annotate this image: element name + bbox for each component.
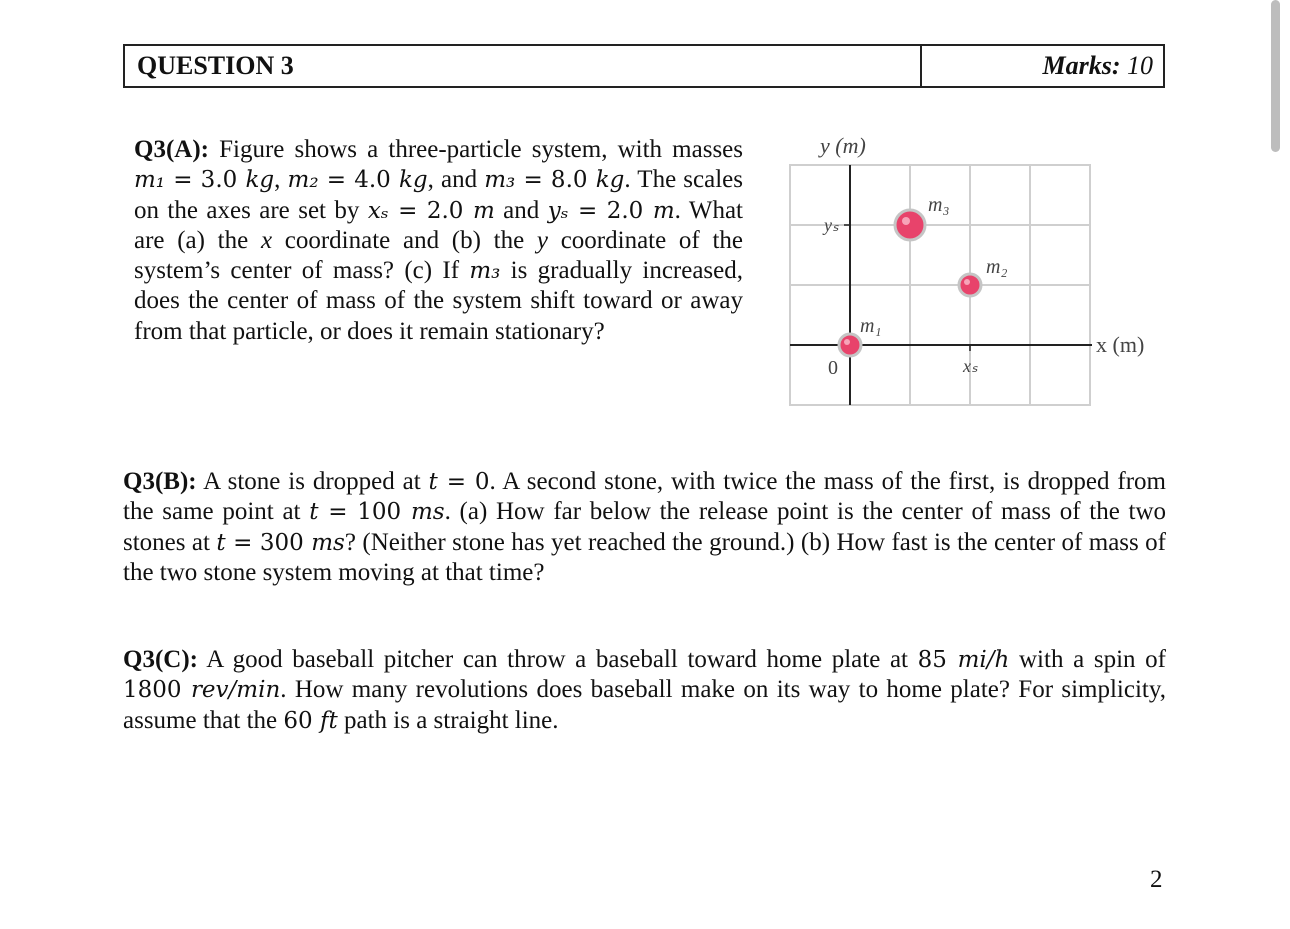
q3b-text: A stone is dropped at [196,468,429,495]
m1-label: m₁ [860,315,882,337]
x-axis-label: x (m) [1096,332,1145,357]
q3c-text: path is a straight line. [337,706,559,734]
math-eq: = 0 [437,469,490,495]
q3b-text: ? (Neither stone has yet reached the ground.) (b) How fast is the center of mass of the two stone system moving at that time? [123,528,1166,586]
math-var: x [260,226,273,254]
math-var: m₃ [484,167,516,194]
math-var: y [536,226,548,254]
q3c-text: A good baseball pitcher can throw a baseball toward home plate at [197,646,918,673]
math-num: 85 [917,647,958,673]
math-unit: m [652,197,675,224]
marks-cell [922,46,1163,86]
question-header [123,44,1165,88]
marks-label: Marks: [1042,51,1121,80]
math-unit: ms [311,529,345,556]
math-unit: m [472,197,495,224]
math-num: 60 [283,707,320,734]
math-var: m₁ [134,167,166,194]
page-number: 2 [1150,866,1163,893]
m3-label: m₃ [928,194,950,216]
scrollbar[interactable] [1271,0,1280,152]
particle-m2 [959,274,981,296]
particle-system-figure [780,125,1170,415]
math-unit: mi/h [957,647,1010,673]
math-unit: kg [245,167,275,194]
question-3b [123,467,1166,588]
particle-m1 [839,334,861,356]
math-eq: = 4.0 [318,167,399,194]
math-eq: = 2.0 [388,197,473,224]
math-unit: kg [595,167,625,194]
question-3c [123,645,1166,736]
math-eq: = 3.0 [165,167,246,194]
q3c-label: Q3(C): [123,646,198,673]
math-eq: = 2.0 [568,197,653,224]
xs-label: xₛ [963,356,978,376]
math-var: m₂ [287,167,319,194]
math-var: t [428,469,438,495]
q3c-text: with a spin of [1009,646,1166,673]
math-unit: ms [410,499,445,526]
math-eq: = 100 [318,499,411,526]
math-var: yₛ [547,197,569,224]
question-title: QUESTION 3 [125,46,922,86]
math-unit: rev/min [190,677,281,704]
q3a-text: , [274,166,288,194]
q3a-label: Q3(A): [134,136,209,163]
q3a-text: Figure shows a three-particle system, with masses [208,136,743,163]
q3c-text: . How many revolutions does baseball make on its way to home plate? For simplicity, assume that the [123,676,1166,734]
question-3a [134,135,743,347]
math-unit: ft [319,707,338,734]
q3b-text: . (a) How far below the release point is the center of mass of the two stones at [123,498,1166,556]
q3a-text: and [494,196,548,224]
q3b-text: . A second stone, with twice the mass of the first, is dropped from the same point at [123,468,1166,526]
y-axis-label: y (m) [820,133,866,158]
q3b-label: Q3(B): [123,468,197,495]
q3a-text: is gradually increased, does the center of mass of the system shift toward or away from that particle, or does it remain stationary? [134,257,744,345]
q3a-text: . The scales on the axes are set by [134,166,743,224]
m2-label: m₂ [986,256,1008,278]
math-eq: = 8.0 [515,167,596,194]
math-var: t [309,499,319,526]
math-var: t [216,529,226,556]
particle-m3 [895,210,925,240]
q3a-text: . What are (a) the [134,196,743,254]
q3a-text: coordinate and (b) the [272,226,537,254]
math-var: m₃ [469,258,501,285]
math-num: 1800 [123,677,191,704]
math-var: xₛ [367,197,389,224]
q3a-text: coordinate of the system’s center of mass? (c) If [134,226,743,285]
marks-value: 10 [1127,51,1153,80]
math-eq: = 300 [225,529,312,556]
origin-label: 0 [828,357,838,379]
q3a-text: , and [427,166,485,194]
math-unit: kg [398,167,428,194]
ys-label: yₛ [824,215,839,235]
